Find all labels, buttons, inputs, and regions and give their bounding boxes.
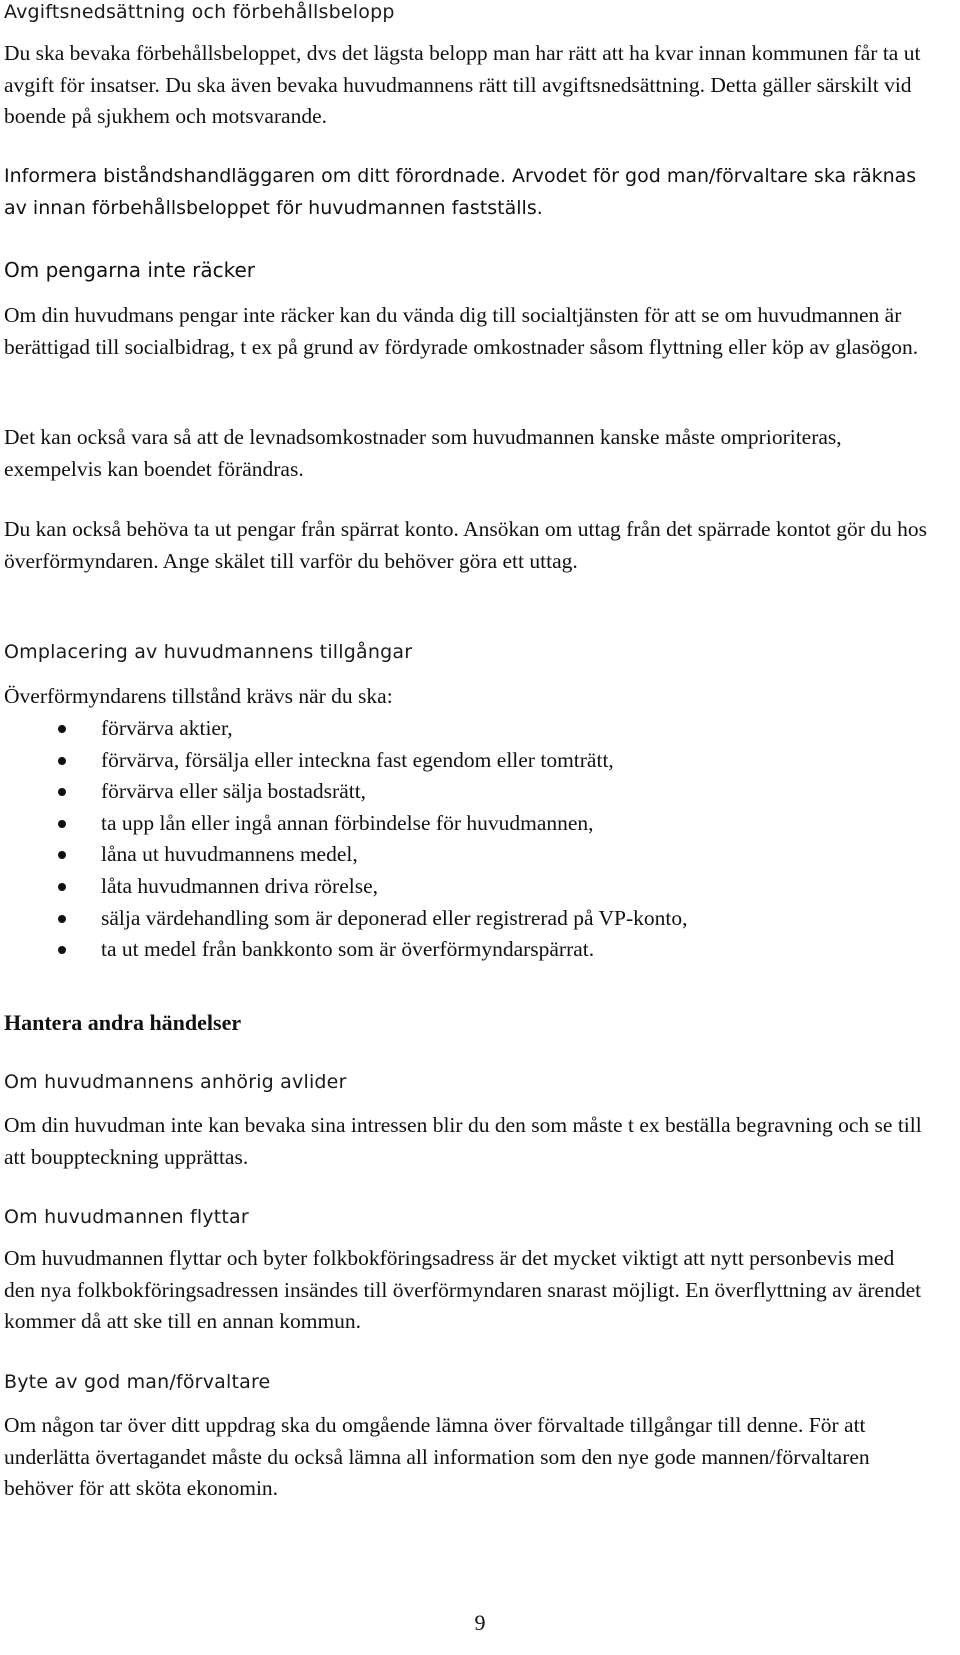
heading-hantera-andra-handelser: Hantera andra händelser: [4, 1010, 242, 1035]
paragraph-avgift-2a: Informera biståndshandläggaren om ditt förordnade.: [4, 165, 506, 187]
bullet-icon: [58, 757, 66, 765]
heading-byte-god-man: Byte av god man/förvaltare: [4, 1371, 271, 1393]
list-item: låna ut huvudmannens medel,: [4, 839, 929, 871]
heading-huvudmannen-flyttar: Om huvudmannen flyttar: [4, 1206, 249, 1228]
bullet-icon: [58, 725, 66, 733]
heading-omplacering: Omplacering av huvudmannens tillgångar: [4, 641, 413, 663]
list-item: förvärva aktier,: [4, 713, 929, 745]
list-item: ta upp lån eller ingå annan förbindelse för huvudmannen,: [4, 808, 929, 840]
paragraph-pengar-2: Det kan också vara så att de levnadsomkostnader som huvudmannen kanske måste omprioriteras, exempelvis kan boendet förändras.: [4, 425, 842, 481]
bullet-icon: [58, 915, 66, 923]
heading-avgiftsnedsattning: Avgiftsnedsättning och förbehållsbelopp: [4, 1, 395, 23]
list-item: förvärva eller sälja bostadsrätt,: [4, 776, 929, 808]
bullet-icon: [58, 820, 66, 828]
heading-anhorig-avlider: Om huvudmannens anhörig avlider: [4, 1071, 347, 1093]
bullet-icon: [58, 851, 66, 859]
paragraph-omplacering-intro: Överförmyndarens tillstånd krävs när du ska:: [4, 684, 393, 708]
paragraph-avgift-2: [4, 161, 929, 224]
heading-om-pengarna: Om pengarna inte räcker: [4, 258, 255, 282]
paragraph-anhorig: Om din huvudman inte kan bevaka sina intressen blir du den som måste t ex beställa begravning och se till att bouppteckning upprättas.: [4, 1113, 922, 1169]
page-number: 9: [474, 1610, 486, 1635]
paragraph-flyttar: Om huvudmannen flyttar och byter folkbokföringsadress är det mycket viktigt att nytt personbevis med den nya folkbokföringsadressen insändes till överförmyndaren snarast möjligt. En överflyttning av ärendet kommer då att ske till en annan kommun.: [4, 1246, 922, 1333]
paragraph-pengar-3: Du kan också behöva ta ut pengar från spärrat konto. Ansökan om uttag från det spärrade kontot gör du hos överförmyndaren. Ange skälet till varför du behöver göra ett uttag.: [4, 517, 928, 573]
bullet-list-tillstand: [4, 713, 929, 966]
list-item: låta huvudmannen driva rörelse,: [4, 871, 929, 903]
bullet-icon: [58, 946, 66, 954]
bullet-icon: [58, 883, 66, 891]
paragraph-pengar-1: Om din huvudmans pengar inte räcker kan du vända dig till socialtjänsten för att se om huvudmannen är berättigad till socialbidrag, t ex på grund av fördyrade omkostnader såsom flyttning eller köp av glasögon.: [4, 303, 919, 359]
bullet-icon: [58, 788, 66, 796]
list-item: förvärva, försälja eller inteckna fast egendom eller tomträtt,: [4, 745, 929, 777]
paragraph-avgift-1: Du ska bevaka förbehållsbeloppet, dvs det lägsta belopp man har rätt att ha kvar innan kommunen får ta ut avgift för insatser. Du ska även bevaka huvudmannens rätt till avgiftsnedsättning. Detta gäller särskilt vid boende på sjukhem och motsvarande.: [4, 41, 921, 128]
paragraph-avgift-2b: Arvodet för god man/förvaltare ska räknas av innan förbehållsbeloppet för huvudmannen fastställs.: [4, 165, 917, 219]
list-item: ta ut medel från bankkonto som är överförmyndarspärrat.: [4, 934, 929, 966]
list-item: sälja värdehandling som är deponerad eller registrerad på VP-konto,: [4, 903, 929, 935]
paragraph-byte: Om någon tar över ditt uppdrag ska du omgående lämna över förvaltade tillgångar till denne. För att underlätta övertagandet måste du också lämna all information som den nye gode mannen/förvaltaren behöver för att sköta ekonomin.: [4, 1413, 870, 1500]
